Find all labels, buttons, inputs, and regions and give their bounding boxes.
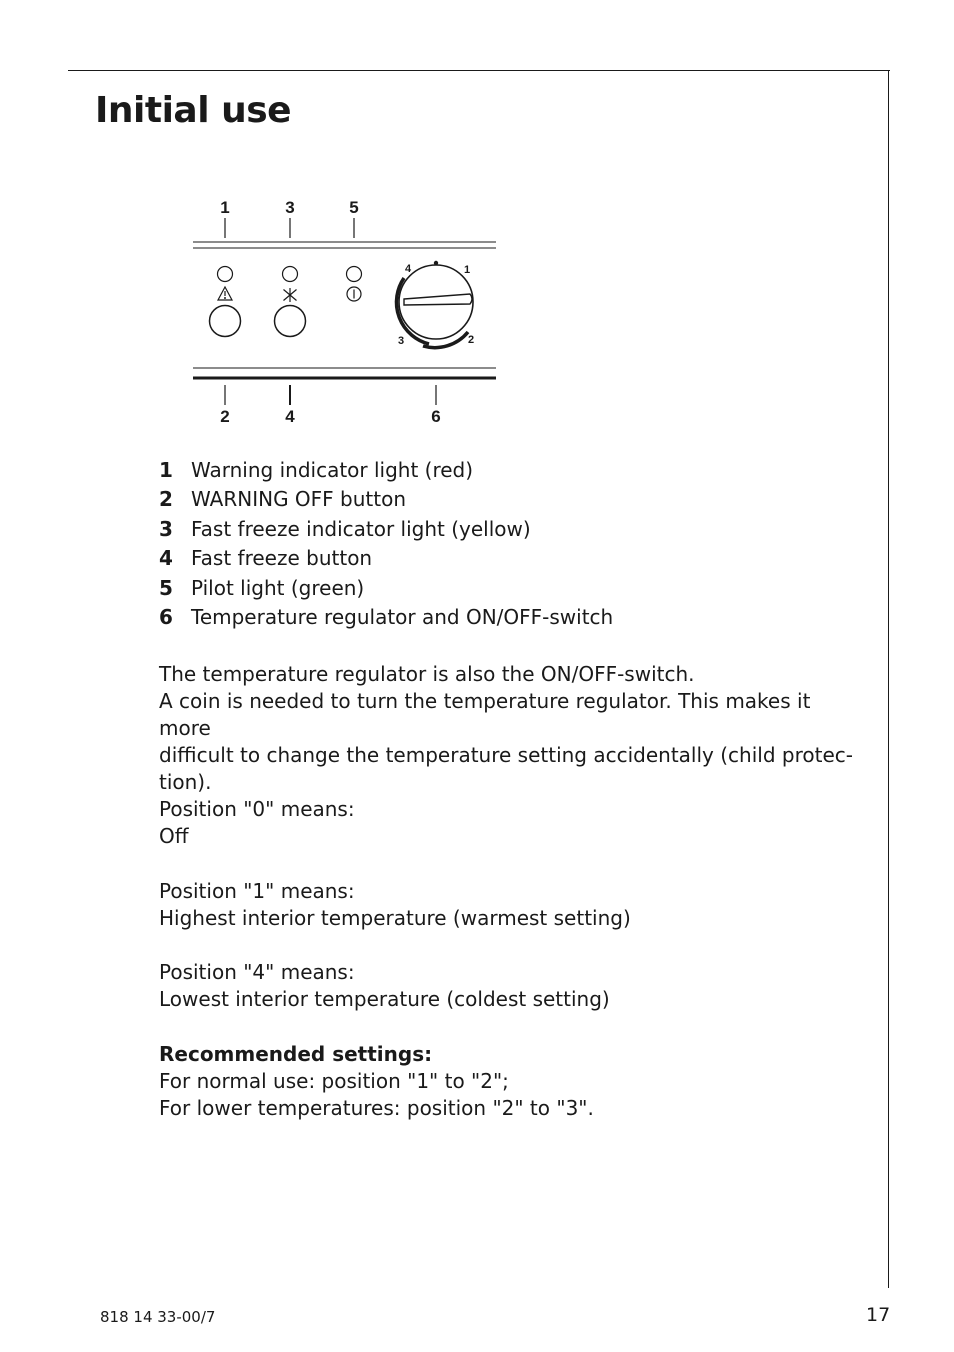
legend-item: 2 WARNING OFF button [159, 487, 407, 512]
legend-item: 5 Pilot light (green) [159, 575, 365, 600]
page-title: Initial use [95, 90, 292, 131]
recommended-heading: Recommended settings: [159, 1042, 433, 1066]
intro-paragraph: The temperature regulator is also the ON/OFF-switch. A coin is needed to turn the temperature regulator. This makes it more difficult to change the temperature setting accidentally (child protec- tion). [159, 662, 853, 794]
legend-item: 4 Fast freeze button [159, 546, 373, 571]
dial-number-1: 1 [463, 264, 471, 276]
right-rule [888, 70, 889, 1288]
callout-6: 6 [431, 407, 441, 426]
callout-2: 2 [220, 407, 230, 426]
fast-freeze-light [283, 267, 298, 282]
warning-triangle-icon [218, 287, 232, 300]
fast-freeze-button [275, 306, 306, 337]
position-1-block: Position "1" means: Highest interior temperature (warmest setting) [159, 879, 631, 930]
control-panel-diagram [150, 180, 510, 440]
position-4-block: Position "4" means: Lowest interior temperature (coldest setting) [159, 960, 610, 1011]
legend-item: 6 Temperature regulator and ON/OFF-switch [159, 605, 614, 630]
snowflake-icon [284, 288, 297, 302]
dial-number-4: 4 [404, 263, 412, 275]
recommended-settings: Recommended settings: For normal use: position "1" to "2"; For lower temperatures: position "2" to "3". [159, 1041, 859, 1122]
callout-4: 4 [285, 407, 295, 426]
callout-3: 3 [285, 198, 295, 217]
legend-item: 1 Warning indicator light (red) [159, 458, 474, 482]
warning-light [218, 267, 233, 282]
callout-1: 1 [220, 198, 230, 217]
page-number: 17 [866, 1304, 891, 1326]
dial-number-2: 2 [467, 334, 475, 346]
warning-off-button [210, 306, 241, 337]
legend-item: 3 Fast freeze indicator light (yellow) [159, 516, 531, 541]
position-0-block: Position "0" means: Off [159, 797, 355, 848]
legend-list [159, 456, 613, 632]
top-rule [68, 70, 890, 71]
dial-number-3: 3 [397, 335, 405, 347]
power-icon [347, 287, 361, 301]
callout-5: 5 [349, 198, 359, 217]
document-code: 818 14 33-00/7 [100, 1308, 216, 1326]
pilot-light [347, 267, 362, 282]
